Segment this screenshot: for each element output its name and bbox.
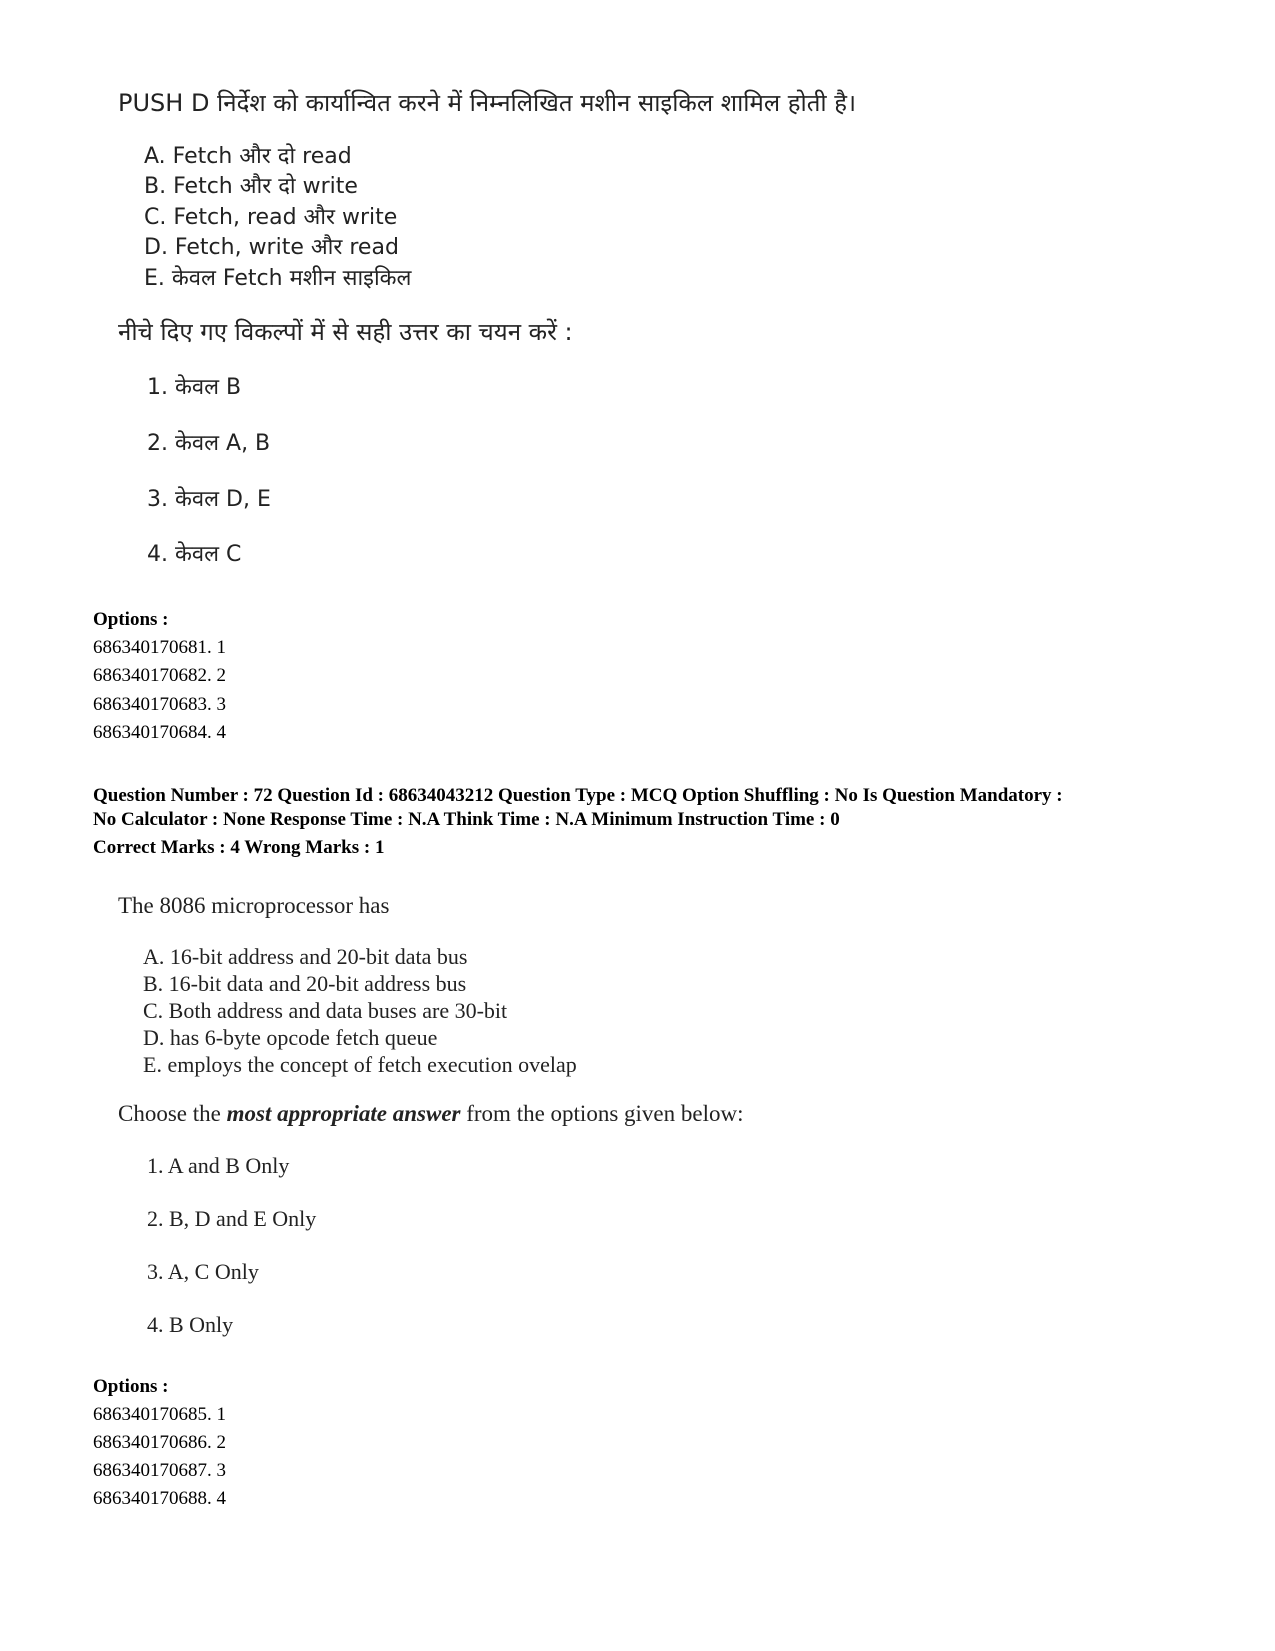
q71-statement-b: B. Fetch और दो write xyxy=(144,174,358,199)
q72-option-4: 686340170688. 4 xyxy=(93,1488,226,1509)
q72-option-2: 686340170686. 2 xyxy=(93,1432,226,1453)
q72-prompt xyxy=(118,1101,743,1127)
q71-option-2: 686340170682. 2 xyxy=(93,665,226,686)
q72-statement-e: E. employs the concept of fetch execution ovelap xyxy=(143,1052,577,1077)
q71-choice-2: 2. केवल A, B xyxy=(147,431,271,456)
q72-prompt-pre: Choose the xyxy=(118,1101,227,1126)
q72-meta-line2: No Calculator : None Response Time : N.A Think Time : N.A Minimum Instruction Time : 0 xyxy=(93,809,840,830)
q71-statement-e: E. केवल Fetch मशीन साइकिल xyxy=(144,266,412,291)
q72-choice-1: 1. A and B Only xyxy=(147,1153,290,1178)
q71-option-3: 686340170683. 3 xyxy=(93,694,226,715)
q72-choice-3: 3. A, C Only xyxy=(147,1259,259,1284)
q71-prompt: नीचे दिए गए विकल्पों में से सही उत्तर का चयन करें : xyxy=(118,318,573,346)
q72-statement-d: D. has 6-byte opcode fetch queue xyxy=(143,1025,438,1050)
q71-statement-c: C. Fetch, read और write xyxy=(144,205,398,230)
q72-prompt-emphasis: most appropriate answer xyxy=(226,1101,461,1126)
q72-options-label: Options : xyxy=(93,1376,169,1397)
q71-statement-a: A. Fetch और दो read xyxy=(144,144,352,169)
q72-option-1: 686340170685. 1 xyxy=(93,1404,226,1425)
q72-meta-line1: Question Number : 72 Question Id : 68634043212 Question Type : MCQ Option Shuffling : No Is Question Mandatory : xyxy=(93,785,1063,806)
q72-statement-a: A. 16-bit address and 20-bit data bus xyxy=(143,944,468,969)
q72-statement-b: B. 16-bit data and 20-bit address bus xyxy=(143,971,467,996)
q72-stem: The 8086 microprocessor has xyxy=(118,893,390,918)
q72-choice-2: 2. B, D and E Only xyxy=(147,1206,317,1231)
q71-choice-3: 3. केवल D, E xyxy=(147,487,271,512)
q72-choice-4: 4. B Only xyxy=(147,1312,234,1337)
q72-marks: Correct Marks : 4 Wrong Marks : 1 xyxy=(93,837,385,858)
q72-prompt-post: from the options given below: xyxy=(460,1101,744,1126)
q71-statement-d: D. Fetch, write और read xyxy=(144,235,399,260)
q71-choice-1: 1. केवल B xyxy=(147,375,242,400)
q72-statement-c: C. Both address and data buses are 30-bit xyxy=(143,998,508,1023)
q71-options-label: Options : xyxy=(93,609,169,630)
q71-choice-4: 4. केवल C xyxy=(147,542,242,567)
q71-option-1: 686340170681. 1 xyxy=(93,637,226,658)
q72-option-3: 686340170687. 3 xyxy=(93,1460,226,1481)
q71-option-4: 686340170684. 4 xyxy=(93,722,226,743)
q71-stem: PUSH D निर्देश को कार्यान्वित करने में निम्नलिखित मशीन साइकिल शामिल होती है। xyxy=(118,89,857,117)
